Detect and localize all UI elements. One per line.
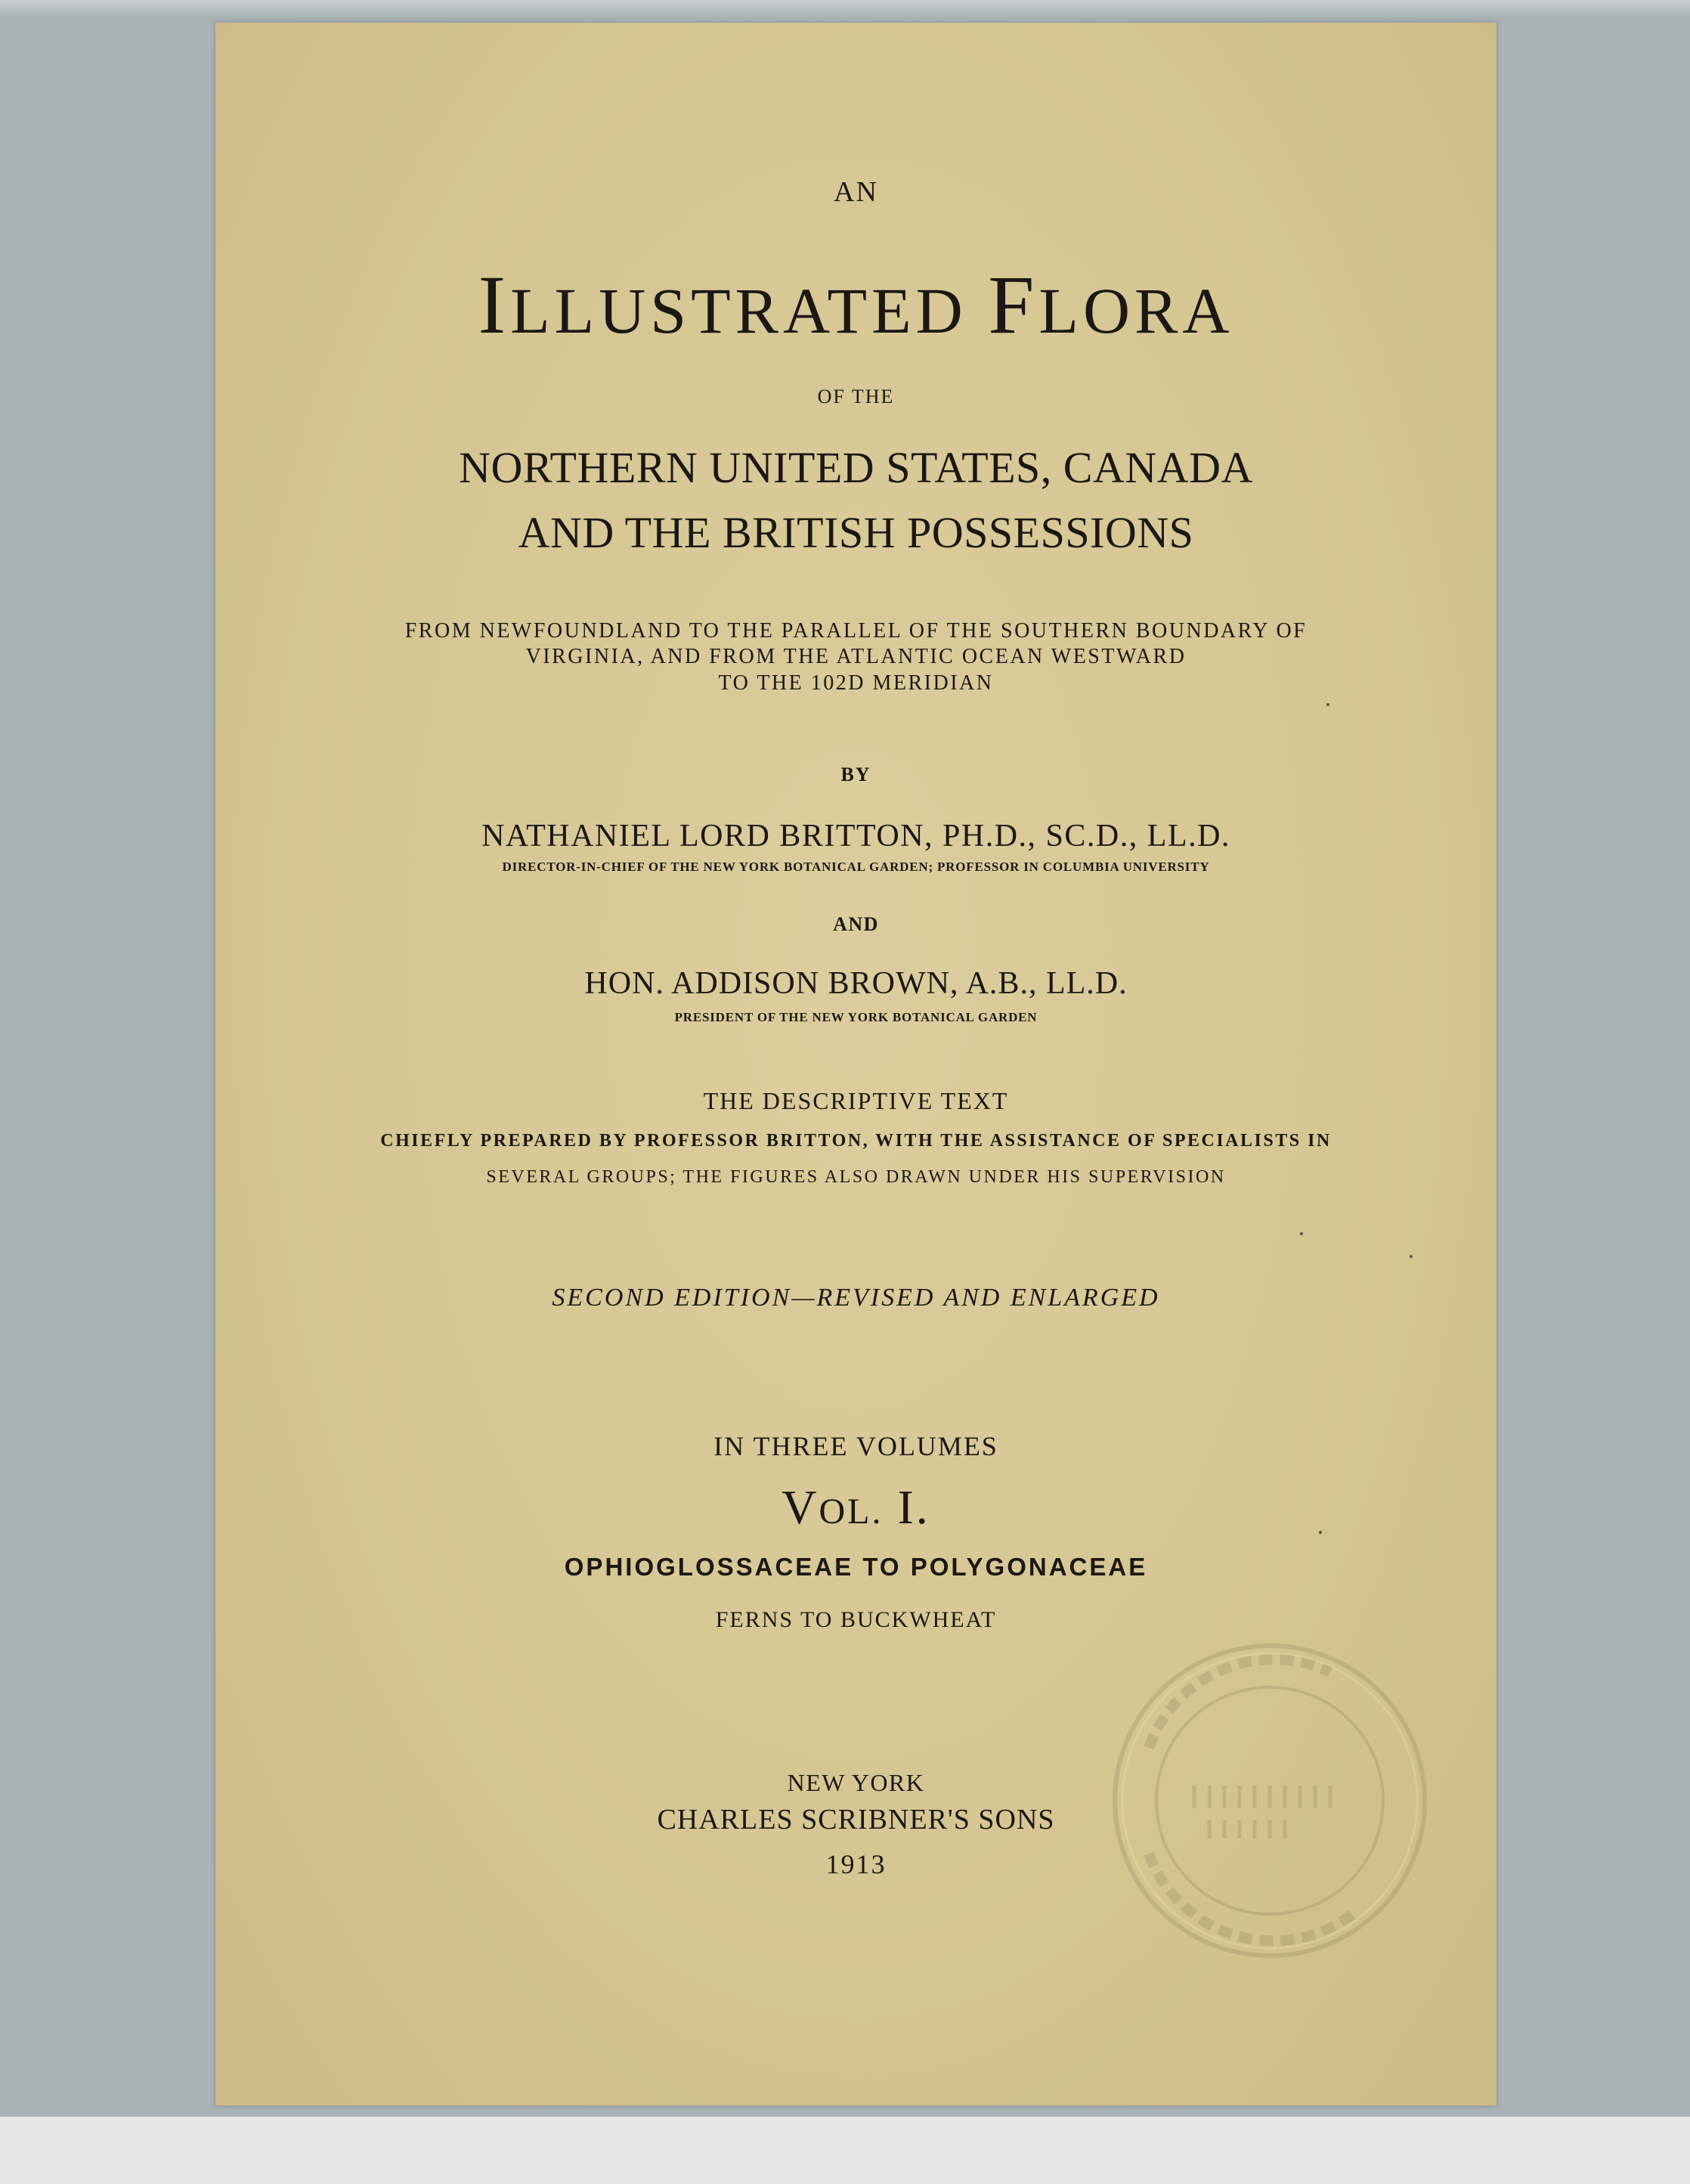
range-line-2: VIRGINIA, AND FROM THE ATLANTIC OCEAN WESTWARD xyxy=(525,645,1187,668)
range-line-1: FROM NEWFOUNDLAND TO THE PARALLEL OF THE SOUTHERN BOUNDARY OF xyxy=(404,619,1308,643)
volume-number xyxy=(215,1480,1497,1534)
by-label: BY xyxy=(840,764,871,785)
volume-count: IN THREE VOLUMES xyxy=(713,1431,998,1461)
common-names: FERNS TO BUCKWHEAT xyxy=(715,1607,997,1632)
title-initial-1: I xyxy=(478,259,511,351)
book-title xyxy=(215,259,1497,351)
imprint-place: NEW YORK xyxy=(787,1769,925,1796)
vol-initial: V xyxy=(782,1480,819,1534)
author-2-affiliation: PRESIDENT OF THE NEW YORK BOTANICAL GARDEN xyxy=(674,1010,1038,1024)
scan-top-edge xyxy=(0,0,1690,17)
title-rest-1: LLUSTRATED xyxy=(510,274,989,347)
author-1-name: NATHANIEL LORD BRITTON, PH.D., SC.D., LL.D. xyxy=(481,819,1230,853)
edition-statement: SECOND EDITION—REVISED AND ENLARGED xyxy=(552,1284,1160,1312)
descriptive-line-2: SEVERAL GROUPS; THE FIGURES ALSO DRAWN UNDER HIS SUPERVISION xyxy=(486,1167,1226,1187)
range-line-3: TO THE 102D MERIDIAN xyxy=(718,671,994,695)
imprint-year: 1913 xyxy=(825,1849,887,1879)
descriptive-line-1: CHIEFLY PREPARED BY PROFESSOR BRITTON, WITH THE ASSISTANCE OF SPECIALISTS IN xyxy=(380,1131,1332,1151)
paper-speck xyxy=(1319,1531,1322,1534)
families-range: OPHIOGLOSSACEAE TO POLYGONACEAE xyxy=(564,1553,1148,1581)
author-2-name: HON. ADDISON BROWN, A.B., LL.D. xyxy=(584,966,1128,1001)
vol-rest: OL. xyxy=(819,1492,884,1532)
embossed-seal-icon xyxy=(1103,1634,1436,1967)
author-1-affiliation: DIRECTOR-IN-CHIEF OF THE NEW YORK BOTANICAL GARDEN; PROFESSOR IN COLUMBIA UNIVERSITY xyxy=(502,860,1210,874)
pre-title: AN xyxy=(834,176,878,208)
paper-speck xyxy=(1300,1232,1303,1235)
title-page xyxy=(215,23,1497,2105)
title-rest-2: LORA xyxy=(1038,274,1234,347)
descriptive-heading: THE DESCRIPTIVE TEXT xyxy=(703,1087,1009,1114)
region-line-1: NORTHERN UNITED STATES, CANADA xyxy=(459,443,1253,492)
paper-speck xyxy=(1326,703,1329,706)
region-line-2: AND THE BRITISH POSSESSIONS xyxy=(518,508,1194,557)
and-label: AND xyxy=(833,913,879,935)
paper-speck xyxy=(1410,1255,1413,1258)
imprint-publisher: CHARLES SCRIBNER'S SONS xyxy=(657,1804,1055,1835)
of-the: OF THE xyxy=(817,386,895,407)
title-initial-2: F xyxy=(988,259,1039,351)
vol-number: I. xyxy=(883,1480,930,1534)
scan-bottom-band xyxy=(0,2117,1690,2184)
